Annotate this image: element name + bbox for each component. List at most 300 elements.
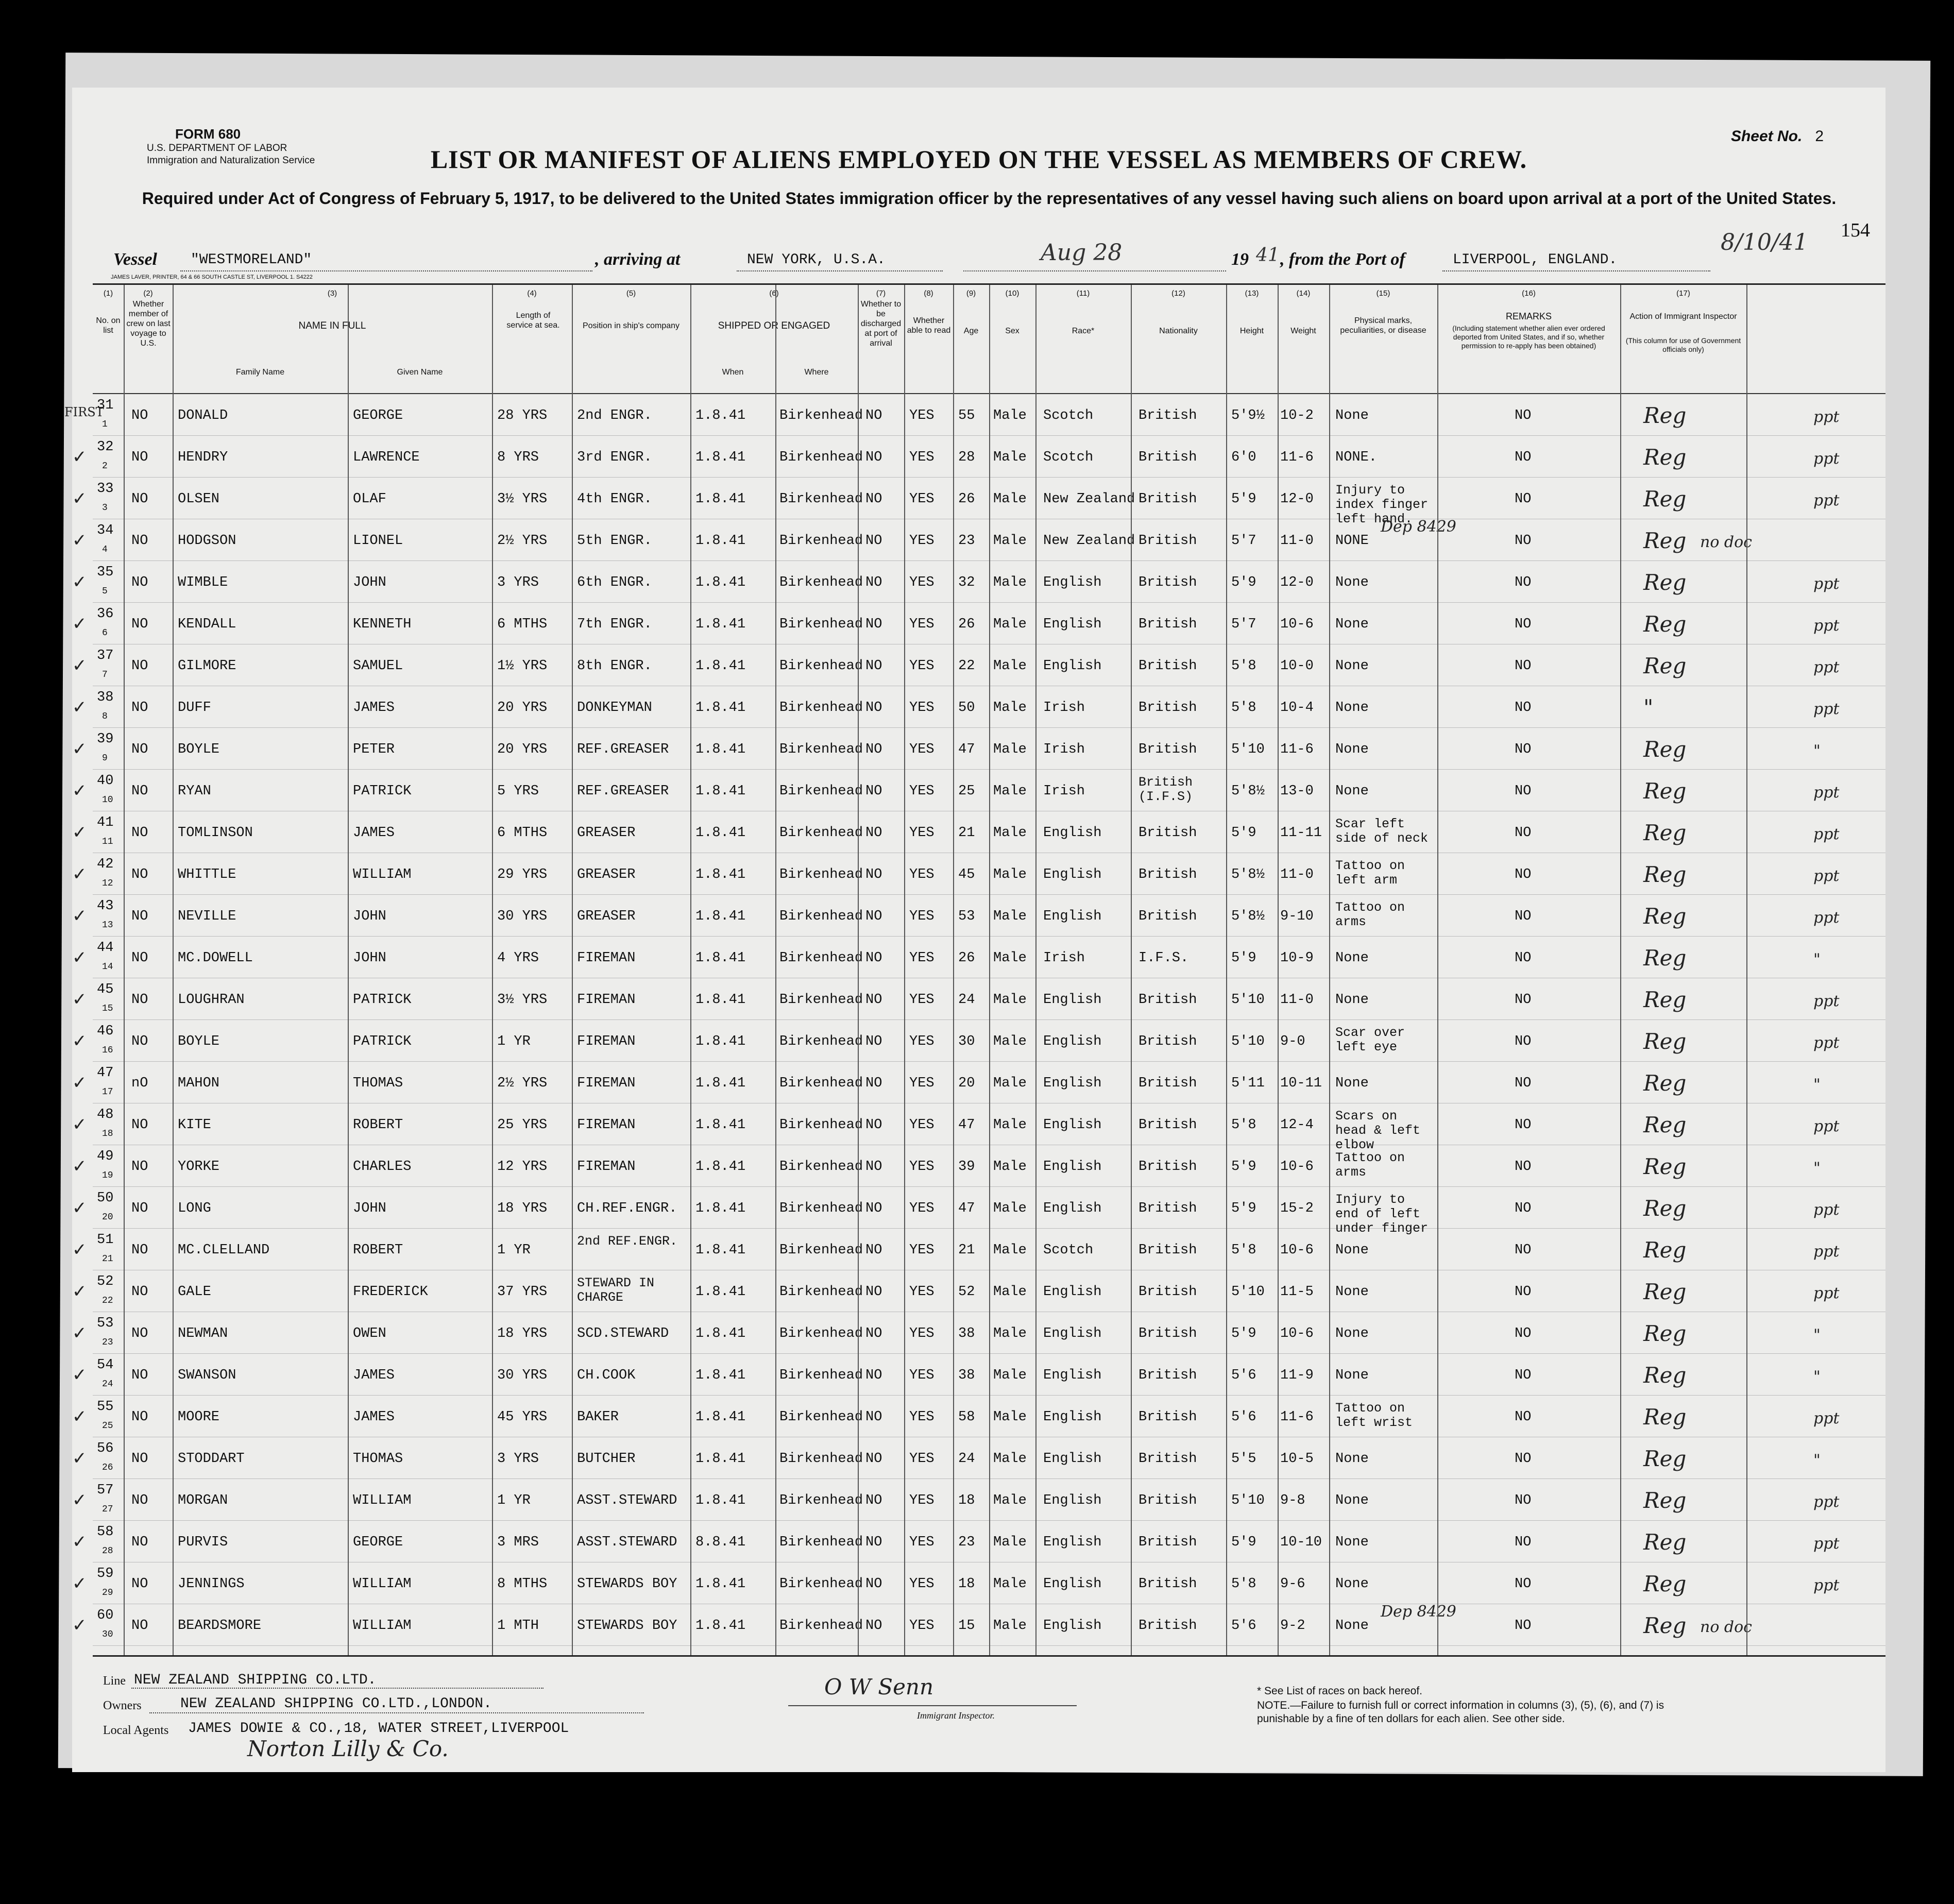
height: 5'9 bbox=[1231, 1535, 1256, 1550]
inspector-action-note: " bbox=[1813, 1451, 1821, 1469]
physical-marks: None bbox=[1335, 1326, 1369, 1341]
position: 7th ENGR. bbox=[577, 617, 652, 632]
inspector-action: Reg bbox=[1643, 1446, 1687, 1471]
height: 5'11 bbox=[1231, 1076, 1265, 1091]
shipped-where: Birkenhead bbox=[779, 658, 863, 674]
able-to-read: YES bbox=[909, 1493, 934, 1508]
physical-marks: None bbox=[1335, 784, 1369, 799]
given-name: LAWRENCE bbox=[353, 450, 420, 465]
nationality: I.F.S. bbox=[1139, 950, 1189, 966]
age: 52 bbox=[958, 1284, 975, 1300]
sequence-number: 11 bbox=[102, 837, 113, 847]
able-to-read: YES bbox=[909, 742, 934, 757]
race: English bbox=[1043, 825, 1102, 841]
inspector-action-note: " bbox=[1813, 742, 1821, 760]
shipped-when: 1.8.41 bbox=[695, 1201, 746, 1216]
sequence-number: 22 bbox=[102, 1296, 113, 1306]
weight: 11-0 bbox=[1280, 867, 1314, 882]
inspector-action: Reg bbox=[1643, 778, 1687, 804]
row-number: 45 bbox=[97, 982, 114, 997]
service-length: 25 YRS bbox=[497, 1117, 548, 1133]
sex: Male bbox=[993, 992, 1027, 1008]
nationality: British bbox=[1139, 1034, 1197, 1049]
sex: Male bbox=[993, 1618, 1027, 1634]
column-rule bbox=[1329, 285, 1330, 1655]
arriving-port: NEW YORK, U.S.A. bbox=[747, 252, 886, 268]
service-length: 1 YR bbox=[497, 1034, 531, 1049]
row-number: 36 bbox=[97, 606, 114, 622]
shipped-where: Birkenhead bbox=[779, 1284, 863, 1300]
given-name: PATRICK bbox=[353, 784, 412, 799]
arriving-label: , arriving at bbox=[595, 250, 681, 269]
able-to-read: YES bbox=[909, 825, 934, 841]
age: 24 bbox=[958, 1451, 975, 1467]
sequence-number: 28 bbox=[102, 1546, 113, 1556]
physical-marks: None bbox=[1335, 1076, 1369, 1091]
physical-marks: NONE. bbox=[1335, 450, 1378, 465]
height: 5'8 bbox=[1231, 1117, 1256, 1133]
physical-marks: Scar left side of neck bbox=[1335, 817, 1429, 846]
family-name: MC.DOWELL bbox=[178, 950, 253, 966]
sequence-number: 12 bbox=[102, 878, 113, 889]
col-15-number: (15) bbox=[1376, 289, 1390, 298]
col-2-header: Whether member of crew on last voyage to U.S. bbox=[126, 300, 171, 348]
physical-marks: None bbox=[1335, 1243, 1369, 1258]
position: FIREMAN bbox=[577, 992, 636, 1008]
sex: Male bbox=[993, 1576, 1027, 1592]
sequence-number: 7 bbox=[102, 670, 108, 680]
remarks: NO bbox=[1515, 1576, 1532, 1592]
inspector-action: Reg bbox=[1643, 1321, 1687, 1346]
race: English bbox=[1043, 909, 1102, 924]
inspector-action-note: " bbox=[1813, 1076, 1821, 1094]
given-name: GEORGE bbox=[353, 1535, 403, 1550]
race: English bbox=[1043, 658, 1102, 674]
able-to-read: YES bbox=[909, 1117, 934, 1133]
row-number: 41 bbox=[97, 815, 114, 830]
col-8-number: (8) bbox=[924, 289, 933, 298]
discharged: NO bbox=[865, 1409, 882, 1425]
sequence-number: 9 bbox=[102, 753, 108, 763]
service-length: 1 MTH bbox=[497, 1618, 539, 1634]
inspector-action: Reg bbox=[1643, 1196, 1687, 1221]
inspector-action-note: ppt bbox=[1813, 1243, 1840, 1261]
family-name: LOUGHRAN bbox=[178, 992, 245, 1008]
family-name: KITE bbox=[178, 1117, 211, 1133]
col-1-number: (1) bbox=[103, 289, 113, 298]
sequence-number: 18 bbox=[102, 1129, 113, 1139]
inspector-action: Reg bbox=[1643, 1237, 1687, 1263]
column-rule bbox=[858, 285, 859, 1655]
weight: 11-0 bbox=[1280, 992, 1314, 1008]
remarks: NO bbox=[1515, 1076, 1532, 1091]
remarks: NO bbox=[1515, 742, 1532, 757]
discharged: NO bbox=[865, 491, 882, 507]
weight: 9-10 bbox=[1280, 909, 1314, 924]
row-number: 56 bbox=[97, 1441, 114, 1456]
family-name: MAHON bbox=[178, 1076, 220, 1091]
height: 5'10 bbox=[1231, 1284, 1265, 1300]
discharged: NO bbox=[865, 1576, 882, 1592]
service-length: 8 MTHS bbox=[497, 1576, 548, 1592]
row-number: 47 bbox=[97, 1065, 114, 1081]
col-15-header: Physical marks, peculiarities, or disease bbox=[1340, 316, 1426, 335]
able-to-read: YES bbox=[909, 784, 934, 799]
age: 47 bbox=[958, 1201, 975, 1216]
discharged: NO bbox=[865, 1117, 882, 1133]
able-to-read: YES bbox=[909, 1451, 934, 1467]
race: English bbox=[1043, 1326, 1102, 1341]
able-to-read: YES bbox=[909, 1076, 934, 1091]
shipped-when: 1.8.41 bbox=[695, 784, 746, 799]
row-number: 60 bbox=[97, 1608, 114, 1623]
weight: 11-5 bbox=[1280, 1284, 1314, 1300]
last-voyage: NO bbox=[131, 1535, 148, 1550]
shipped-when: 1.8.41 bbox=[695, 658, 746, 674]
family-name: DUFF bbox=[178, 700, 211, 716]
checkmark-icon: ✓ bbox=[72, 1156, 87, 1177]
remarks: NO bbox=[1515, 1201, 1532, 1216]
race: Irish bbox=[1043, 742, 1085, 757]
inspector-action-note: ppt bbox=[1813, 867, 1840, 885]
height: 5'10 bbox=[1231, 1493, 1265, 1508]
column-rule bbox=[989, 285, 990, 1655]
remarks: NO bbox=[1515, 1326, 1532, 1341]
col-12-number: (12) bbox=[1171, 289, 1185, 298]
checkmark-icon: ✓ bbox=[72, 1573, 87, 1594]
age: 24 bbox=[958, 992, 975, 1008]
shipped-when: 1.8.41 bbox=[695, 1159, 746, 1175]
inspector-action-note: ppt bbox=[1813, 1201, 1840, 1219]
shipped-where: Birkenhead bbox=[779, 1493, 863, 1508]
last-voyage: NO bbox=[131, 909, 148, 924]
physical-marks: None bbox=[1335, 408, 1369, 423]
sex: Male bbox=[993, 1076, 1027, 1091]
position: STEWARDS BOY bbox=[577, 1618, 677, 1634]
position: 2nd ENGR. bbox=[577, 408, 652, 423]
sequence-number: 13 bbox=[102, 920, 113, 930]
age: 38 bbox=[958, 1368, 975, 1383]
checkmark-icon: ✓ bbox=[72, 697, 87, 718]
family-name: NEWMAN bbox=[178, 1326, 228, 1341]
owners-value: NEW ZEALAND SHIPPING CO.LTD.,LONDON. bbox=[180, 1696, 492, 1712]
checkmark-icon: ✓ bbox=[72, 822, 87, 843]
column-rule bbox=[1035, 285, 1037, 1655]
weight: 10-11 bbox=[1280, 1076, 1322, 1091]
inspector-action-note: ppt bbox=[1813, 992, 1840, 1010]
owners-label: Owners bbox=[103, 1699, 142, 1712]
race: English bbox=[1043, 1535, 1102, 1550]
family-name: SWANSON bbox=[178, 1368, 236, 1383]
given-name: JOHN bbox=[353, 575, 386, 590]
column-rule bbox=[1746, 285, 1747, 1655]
column-rule bbox=[1437, 285, 1438, 1655]
nationality: British bbox=[1139, 533, 1197, 549]
family-name: MOORE bbox=[178, 1409, 220, 1425]
service-length: 20 YRS bbox=[497, 700, 548, 716]
remarks: NO bbox=[1515, 1535, 1532, 1550]
inspector-action: Reg bbox=[1643, 945, 1687, 971]
departure-date: 8/10/41 bbox=[1721, 229, 1808, 256]
position: 8th ENGR. bbox=[577, 658, 652, 674]
age: 50 bbox=[958, 700, 975, 716]
nationality: British bbox=[1139, 1576, 1197, 1592]
inspector-action-note: ppt bbox=[1813, 1409, 1840, 1427]
weight: 10-0 bbox=[1280, 658, 1314, 674]
height: 5'9 bbox=[1231, 1159, 1256, 1175]
discharged: NO bbox=[865, 533, 882, 549]
shipped-when: 1.8.41 bbox=[695, 825, 746, 841]
checkmark-icon: ✓ bbox=[72, 1114, 87, 1135]
checkmark-icon: ✓ bbox=[72, 1323, 87, 1344]
sequence-number: 17 bbox=[102, 1087, 113, 1097]
given-name: JOHN bbox=[353, 1201, 386, 1216]
physical-marks: Injury to index finger left hand. bbox=[1335, 483, 1429, 526]
weight: 11-6 bbox=[1280, 742, 1314, 757]
inspector-action-note: ppt bbox=[1813, 491, 1840, 509]
given-name: JAMES bbox=[353, 825, 395, 841]
col-16-number: (16) bbox=[1522, 289, 1536, 298]
service-length: 29 YRS bbox=[497, 867, 548, 882]
service-length: 6 MTHS bbox=[497, 825, 548, 841]
height: 5'8½ bbox=[1231, 909, 1265, 924]
able-to-read: YES bbox=[909, 575, 934, 590]
race: English bbox=[1043, 1451, 1102, 1467]
shipped-when: 1.8.41 bbox=[695, 533, 746, 549]
position: ASST.STEWARD bbox=[577, 1493, 677, 1508]
department-name: U.S. DEPARTMENT OF LABOR bbox=[147, 143, 287, 154]
column-rule bbox=[173, 285, 174, 1655]
remarks: NO bbox=[1515, 867, 1532, 882]
checkmark-icon: ✓ bbox=[72, 488, 87, 509]
remarks: NO bbox=[1515, 1451, 1532, 1467]
col-1-header: No. on list bbox=[96, 316, 121, 335]
able-to-read: YES bbox=[909, 1034, 934, 1049]
weight: 12-4 bbox=[1280, 1117, 1314, 1133]
race: Scotch bbox=[1043, 1243, 1094, 1258]
sequence-number: 20 bbox=[102, 1212, 113, 1222]
age: 32 bbox=[958, 575, 975, 590]
weight: 15-2 bbox=[1280, 1201, 1314, 1216]
sequence-number: 27 bbox=[102, 1504, 113, 1515]
col-5-number: (5) bbox=[626, 289, 636, 298]
position: REF.GREASER bbox=[577, 784, 669, 799]
punch-hole bbox=[32, 1556, 52, 1592]
inspector-action: Reg bbox=[1643, 445, 1687, 470]
from-port-label: , from the Port of bbox=[1280, 250, 1405, 269]
column-rule bbox=[124, 285, 125, 1655]
given-name: PATRICK bbox=[353, 992, 412, 1008]
physical-marks: Scars on head & left elbow bbox=[1335, 1109, 1421, 1152]
height: 5'9 bbox=[1231, 1326, 1256, 1341]
physical-marks: None bbox=[1335, 617, 1369, 632]
age: 25 bbox=[958, 784, 975, 799]
discharged: NO bbox=[865, 1451, 882, 1467]
checkmark-icon: ✓ bbox=[72, 1198, 87, 1218]
row-number: 46 bbox=[97, 1024, 114, 1039]
shipped-when: 1.8.41 bbox=[695, 909, 746, 924]
col-6-header: SHIPPED OR ENGAGED bbox=[718, 320, 830, 331]
checkmark-icon: ✓ bbox=[72, 864, 87, 885]
able-to-read: YES bbox=[909, 1409, 934, 1425]
sex: Male bbox=[993, 1451, 1027, 1467]
col-10-header: Sex bbox=[1005, 327, 1020, 335]
inspector-action: Reg bbox=[1643, 1571, 1687, 1596]
shipped-when: 1.8.41 bbox=[695, 867, 746, 882]
height: 6'0 bbox=[1231, 450, 1256, 465]
remarks: NO bbox=[1515, 450, 1532, 465]
inspector-action: Reg bbox=[1643, 820, 1687, 845]
service-length: 3 YRS bbox=[497, 575, 539, 590]
age: 18 bbox=[958, 1493, 975, 1508]
able-to-read: YES bbox=[909, 617, 934, 632]
position: STEWARD IN CHARGE bbox=[577, 1276, 655, 1305]
weight: 10-6 bbox=[1280, 1159, 1314, 1175]
nationality: British bbox=[1139, 1201, 1197, 1216]
remarks: NO bbox=[1515, 575, 1532, 590]
row-number: 57 bbox=[97, 1483, 114, 1498]
able-to-read: YES bbox=[909, 1284, 934, 1300]
row-number: 40 bbox=[97, 773, 114, 789]
column-rule bbox=[904, 285, 905, 1655]
inspector-action: Reg bbox=[1643, 987, 1687, 1012]
shipped-when: 1.8.41 bbox=[695, 1034, 746, 1049]
inspector-action-note: ppt bbox=[1813, 1117, 1840, 1135]
age: 26 bbox=[958, 950, 975, 966]
family-name-header: Family Name bbox=[235, 368, 285, 377]
nationality: British bbox=[1139, 1618, 1197, 1634]
age: 23 bbox=[958, 1535, 975, 1550]
nationality: British bbox=[1139, 742, 1197, 757]
checkmark-icon: ✓ bbox=[72, 655, 87, 676]
sequence-number: 4 bbox=[102, 545, 108, 555]
punch-hole bbox=[32, 139, 52, 175]
height: 5'8 bbox=[1231, 700, 1256, 716]
discharged: NO bbox=[865, 1159, 882, 1175]
sheet-number bbox=[1731, 128, 1824, 145]
family-name: JENNINGS bbox=[178, 1576, 245, 1592]
weight: 9-2 bbox=[1280, 1618, 1305, 1634]
weight: 10-5 bbox=[1280, 1451, 1314, 1467]
given-name: PATRICK bbox=[353, 1034, 412, 1049]
shipped-where: Birkenhead bbox=[779, 1409, 863, 1425]
shipped-when: 1.8.41 bbox=[695, 408, 746, 423]
inspector-action: " bbox=[1643, 695, 1654, 720]
last-voyage: NO bbox=[131, 1368, 148, 1383]
race: English bbox=[1043, 1368, 1102, 1383]
shipped-when-header: When bbox=[722, 368, 744, 377]
sex: Male bbox=[993, 867, 1027, 882]
family-name: LONG bbox=[178, 1201, 211, 1216]
nationality: British bbox=[1139, 992, 1197, 1008]
family-name: NEVILLE bbox=[178, 909, 236, 924]
age: 30 bbox=[958, 1034, 975, 1049]
shipped-when: 1.8.41 bbox=[695, 950, 746, 966]
checkmark-icon: ✓ bbox=[72, 614, 87, 634]
sequence-number: 3 bbox=[102, 503, 108, 513]
col-3-number: (3) bbox=[327, 289, 337, 298]
age: 26 bbox=[958, 491, 975, 507]
shipped-when: 1.8.41 bbox=[695, 1326, 746, 1341]
discharged: NO bbox=[865, 617, 882, 632]
discharged: NO bbox=[865, 825, 882, 841]
service-length: 2½ YRS bbox=[497, 1076, 548, 1091]
row-number: 38 bbox=[97, 690, 114, 705]
nationality: British bbox=[1139, 825, 1197, 841]
shipped-where: Birkenhead bbox=[779, 950, 863, 966]
last-voyage: NO bbox=[131, 491, 148, 507]
shipped-where: Birkenhead bbox=[779, 450, 863, 465]
sequence-number: 15 bbox=[102, 1004, 113, 1014]
shipped-where: Birkenhead bbox=[779, 1535, 863, 1550]
remarks: NO bbox=[1515, 909, 1532, 924]
discharged: NO bbox=[865, 950, 882, 966]
age: 55 bbox=[958, 408, 975, 423]
physical-marks: None bbox=[1335, 1368, 1369, 1383]
remarks: NO bbox=[1515, 1618, 1532, 1634]
shipped-when: 8.8.41 bbox=[695, 1535, 746, 1550]
discharged: NO bbox=[865, 408, 882, 423]
nationality: British bbox=[1139, 575, 1197, 590]
col-16-header: REMARKS bbox=[1505, 311, 1552, 321]
row-number: 33 bbox=[97, 481, 114, 497]
inspector-action-note: ppt bbox=[1813, 1535, 1840, 1553]
shipped-when: 1.8.41 bbox=[695, 1493, 746, 1508]
from-port: LIVERPOOL, ENGLAND. bbox=[1453, 252, 1618, 268]
inspector-action-note: ppt bbox=[1813, 1576, 1840, 1594]
nationality: British bbox=[1139, 491, 1197, 507]
position: DONKEYMAN bbox=[577, 700, 652, 716]
remarks: NO bbox=[1515, 1284, 1532, 1300]
family-name: KENDALL bbox=[178, 617, 236, 632]
height: 5'5 bbox=[1231, 1451, 1256, 1467]
service-length: 8 YRS bbox=[497, 450, 539, 465]
race: New Zealand bbox=[1043, 533, 1135, 549]
given-name: THOMAS bbox=[353, 1451, 403, 1467]
col-6-number: (6) bbox=[769, 289, 779, 298]
shipped-when: 1.8.41 bbox=[695, 1618, 746, 1634]
stamp-number: 154 bbox=[1841, 219, 1870, 241]
checkmark-icon: ✓ bbox=[72, 1073, 87, 1093]
able-to-read: YES bbox=[909, 992, 934, 1008]
row-number: 44 bbox=[97, 940, 114, 956]
last-voyage: NO bbox=[131, 450, 148, 465]
family-name: GALE bbox=[178, 1284, 211, 1300]
shipped-where: Birkenhead bbox=[779, 491, 863, 507]
sex: Male bbox=[993, 1117, 1027, 1133]
race: English bbox=[1043, 1284, 1102, 1300]
inspector-action: Reg bbox=[1643, 1154, 1687, 1179]
column-rule bbox=[953, 285, 954, 1655]
shipped-where: Birkenhead bbox=[779, 1034, 863, 1049]
inspector-action: Reg bbox=[1643, 1529, 1687, 1555]
position: FIREMAN bbox=[577, 1159, 636, 1175]
last-voyage: nO bbox=[131, 1076, 148, 1091]
inspector-action-note: " bbox=[1813, 1368, 1821, 1386]
age: 22 bbox=[958, 658, 975, 674]
shipped-when: 1.8.41 bbox=[695, 700, 746, 716]
shipped-when: 1.8.41 bbox=[695, 491, 746, 507]
row-number: 43 bbox=[97, 898, 114, 914]
discharged: NO bbox=[865, 658, 882, 674]
inspector-action: Reg bbox=[1643, 1613, 1687, 1638]
family-name: STODDART bbox=[178, 1451, 245, 1467]
deportation-note: Dep 8429 bbox=[1381, 1603, 1456, 1621]
last-voyage: NO bbox=[131, 1034, 148, 1049]
shipped-where: Birkenhead bbox=[779, 1576, 863, 1592]
service-length: 30 YRS bbox=[497, 1368, 548, 1383]
inspector-action: Reg bbox=[1643, 403, 1687, 428]
